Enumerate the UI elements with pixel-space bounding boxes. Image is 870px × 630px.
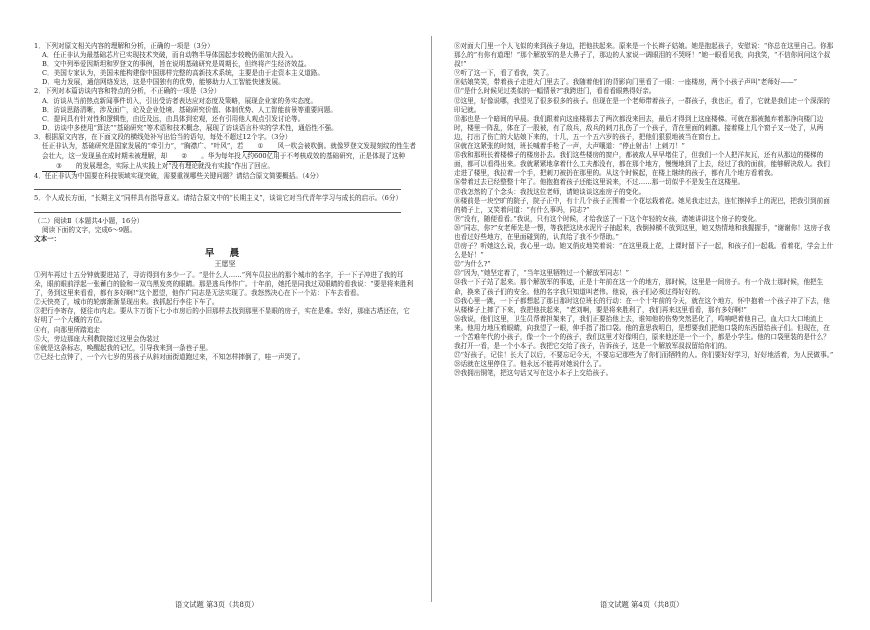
story-paragraph: ⑮我和那班长着楼梯子的楼房扑去。我们这些楼房的窗户，都被敌人早早堵住了，但我们一个人把洋灰瓦，还有从那边的楼梯的面，都可以看得出来。我就紧紧地拿着什么工夫都没有，都在那个地方，慢慢地到了上去，经过了我的面前，能够解决敌人。我们走进了楼里，我拉着一个手，把刺刀被扔在那里的。从这个时候起，在楼上继续的孩子，都有几个地方看着我。 <box>454 151 830 178</box>
question-stem: 1．下列对原文相关内容的理解和分析，正确的一项是（3分） <box>34 42 214 50</box>
story-paragraph: ⑱楼前是一块空旷的院子，院子正中，有十几个孩子正围着一个花坛栽着花。她见我走过去，连忙擦掉手上的泥巴，把我引到前面的椅子上，又笑着问道：“有什么事吗，同志?” <box>454 196 830 214</box>
story-paragraph: ①列车再过十五分钟就要进站了，寻访得到有多少一了。“是什么人……”列车员拉出的那个城市的名字，于一下子冲进了我的耳朵，眼前眼前浮起一张蓄白的脸和一双乌黑发亮的眼睛。那是逃兵伟作广。十年前，她托是同我过双眼睛的看我说：“要是将来胜利了，务到这里来看看，都有多好啊!”这个愿望，他作广同志是无法实现了。我怒然决心在下一个站：下车去看看。 <box>34 270 414 298</box>
option-b: B．访谈思路清晰，涉及面广，论及企业处境、基础研究价值、体制优势、人工智能前景等重要问题。 <box>42 105 337 114</box>
blank-3: ③ <box>42 162 76 172</box>
option-c: C．提问具有针对性和逻辑性，由近及远，由具体到宏观，还有引用他人观点引发讨论等。 <box>42 114 305 123</box>
fill-text: 任正非认为，基础研究是国家发展的“牵引力”，“胸襟广、“叶风”，若 <box>42 142 244 151</box>
story-paragraph: ④有，向那里所踏追走 <box>34 325 100 334</box>
column-divider <box>431 36 432 602</box>
option-a: A．访谈从当前热点新闻事件切入，引出受访者表达应对态度及策略，展现企业家的务实态度。 <box>42 96 318 105</box>
right-column <box>454 42 836 378</box>
story-paragraph: ㉑房子？听她这么说，我心里一动。她又俏皮地笑着说：“在这里栽上花，上课时留下子一起，和孩子们一起栽。看着花，学会上什么是好！” <box>454 242 834 260</box>
question-stem: 2．下列对本篇访谈内容和特点的分析，不正确的一项是（3分） <box>34 87 221 96</box>
story-paragraph: ⑫这里，好像说哪，我望见了很多很多的孩子。但现在是一个老师带着孩子，一群孩子，我也正，看了，它就是我们走一个深深的印记就。 <box>454 96 830 114</box>
story-paragraph: ⑰我怎然的了个念头：我找这位老师，请她谈谈这座房子的变化。 <box>454 187 646 196</box>
question-3 <box>34 133 416 172</box>
question-4 <box>34 172 416 190</box>
story-paragraph: ⑤大，旁边那座大利教院接过这里会伪装过 <box>34 334 160 343</box>
story-paragraph: ⑩姑娘笑笑，带着孩子走进大门里去了。我随着他们的背影向门里看了一眼：一座楼房，两个小孩子声叫“老师好——” <box>454 78 798 87</box>
story-title: 早 晨 <box>204 247 246 259</box>
reading-section <box>34 217 416 244</box>
question-5 <box>34 194 416 212</box>
section-instruction: 阅读下面的文字，完成6～9题。 <box>42 225 137 234</box>
text-label: 文本一： <box>34 234 61 243</box>
option-d: D．访谈中多使用“算法”“基础研究”等术语和技术概念，展现了访谈语言朴实的学术性，通俗性不强。 <box>42 123 338 132</box>
option-d: D．电力发展，通信网络发达，这是中国独有的优势，能够助力人工智能快速发展。 <box>42 78 285 87</box>
left-column <box>34 42 416 362</box>
story-body <box>34 271 416 362</box>
story-paragraph: ⑥就是这条标志，唤醒起我的记忆，引导我来到一条巷子里。 <box>34 343 213 352</box>
story-paragraph: ⑳“同志，你?”女老师先是一愣，等我把这块水泥片子抽起来，我倒掉横不放到这里，她又热情地和我握握手，“谢谢你！这房子我也看过好些地方，在里面碰到的，认真给了我不少帮助。” <box>454 223 831 241</box>
question-stem: 3．根据原文内容，在下面文段的横线处补写出恰当的语句，每处不超过12个字。（3分） <box>34 132 292 141</box>
story-paragraph: ㉖我说，他们这里，卫生员帮着担架来了，我们正要抬他上去，谁知他的伤势突然恶化了，鸣响吧着他自己，血大口大口地流上来。他用力地压着眼睛，向我望了一眼，伸手指了指口袋。他的意思我明白，是想要我们把他口袋的东西留给孩子们。但现在，在一个苦难年代的小孩子，像一个一个的孩子，我们这里才好像明白，原来他还是一个一个，都是小学生。他的口袋里装的是什么？我打开一看，是一个小本子。我把它交给了孩子，告诉孩子，这是一个解放军叔叔留给你们的。 <box>454 314 830 351</box>
story-paragraph: ㉔我一下子站了起来。那个解放军的事迹，正是十年前在这一个的地方，那时候，这里是一间房子。有一个战士那时候，他把生命，换来了孩子们的安全。他的名字我只知道叫老伟。他说，孩子们必须过得好好的。 <box>454 278 824 296</box>
story-paragraph: ③把行李寄存，便往市内走。要从卞万街下七小市房后的小旧那样去找到那里不显眼的房子，实在是难。幸好，那座古塔还在，它好明了一个大概的方位。 <box>34 307 410 325</box>
story-paragraph: ⑨听了这一下，看了看我，笑了。 <box>454 69 553 78</box>
answer-line <box>34 183 401 190</box>
answer-line <box>34 206 401 213</box>
story-paragraph: ⑦已经七点钟了，一个六七岁的男孩子从斜对面街道跑过来，不知怎样摔倒了，哇一声哭了。 <box>34 352 305 361</box>
option-a: A．任正非认为最基础芯片已实现技术突破，而自动物半导体国起步较晚仍需加大投入。 <box>42 51 298 60</box>
story-paragraph: ㉕我心里一跳，一下子都想起了那日那时这位班长的行动：在一个十年前的今天，就在这个地方，怀中抱着一个孩子冲了下去，他从楼梯子上摔了下来，我把他扶起来，“老刘啊，要是将来胜利了，我们再来这里看看，那有多好啊!” <box>454 296 830 314</box>
option-c: C．美国专家认为，美国未能构建像中国那样完整的高新技术系统，主要是由于走资本主义道路。 <box>42 69 324 78</box>
page-footer-right: 语文试题 第4页（共8页） <box>600 600 684 609</box>
story-paragraph: ⑭就在这紧张的时刻，班长喊着手枪了一声，大声嚷道：“停止射击！上刺刀！” <box>454 142 685 151</box>
story-author: 王愿坚 <box>214 259 236 268</box>
option-b: B．文中列举爱因斯坦和罗登文的事例，旨在说明基础研究是周期长，但终将产生经济效益。 <box>42 60 311 69</box>
story-paragraph: ⑲“没有，随便看看。”我说，只有这个时候，才给我送了一下这个年轻的女孩，请她讲讲这个房子的变化。 <box>454 214 761 223</box>
question-stem: 4．任正非认为中国要在科技领域实现突破，需要重视哪些关键问题？请结合原文简要概括。（4分） <box>34 172 323 181</box>
blank-2: ② <box>167 152 201 162</box>
story-paragraph: ㉙我拥出铜笔，把这句话又写在这小本子上交给孩子。 <box>454 369 613 378</box>
fill-paragraph <box>34 142 416 172</box>
page-footer-left: 语文试题 第3页（共8页） <box>175 600 259 609</box>
story-paragraph: ②天快亮了，城市的轮廓渐渐显现出来。我抓起行李往下车了。 <box>34 298 219 307</box>
story-paragraph: ㉘话就在这里停住了。他永远不能再对她说什么了。 <box>454 360 606 369</box>
question-1 <box>34 42 416 87</box>
question-2 <box>34 87 416 132</box>
story-paragraph: ㉓“因为，”她坚定着了，“当年这里牺牲过一个解放军同志！” <box>454 269 630 278</box>
story-paragraph: ⑬那也是一个暗间的早晨。我们跟着向这座楼那去了两次都没来回去，最后才得到上这座楼梯。可就在那被抛弃着那净向楼门边时，楼里一阵乱，体在了一股被，有了敌兵，敌兵的刺刀扎伤了一个孩子，背在里面的刺激。接着楼上几个窗子又一处了，从两边，打出了伤亡的大姑娘下来的，十几，五一个五六岁的孩子，把他们狠狠地被当在窗台上。 <box>454 114 824 141</box>
section-heading: （二）阅读Ⅱ（本题共4小题，16分） <box>34 216 144 225</box>
fill-text: 。华为每年投入约600亿用于不考核成效的基础研究，正是体现了这种 <box>201 152 406 161</box>
blank-1: ① <box>243 142 277 152</box>
story-paragraph: ⑯带着过去已经整整十年了。他抱抱着孩子还能这里说来，不过……那一切似乎不是发生在这楼里。 <box>454 178 745 187</box>
fill-text: 的发展理念，实际上从实践上对“没有理论就没有实践”作出了回应。 <box>76 162 274 171</box>
story-paragraph: ⑪“是什么时候见过类似的一幅情景?”我跨进门，看看看眼熟得好亲。 <box>454 87 656 96</box>
story-paragraph: ⑧对面大门里一个人飞似的来到孩子身边，把他扶起来。原来是一个长辫子姑娘。她是抱起孩子，安慰说：“你总在这里自己。你那那么的”有你有道理！”那个解放军的是大鼻子了，那边的人家说一调眼泪的不哭呀！”她一眼看见我，向我笑，“不信你问问这个叔叔!” <box>454 42 834 69</box>
fill-text: 风一吹会被吹倒。就像罗登文发现刻纹的性生者会壮大，这一发现虽在成时期未被理解，却 <box>42 142 416 161</box>
story-paragraph: ㉒“为什么?” <box>454 260 491 269</box>
question-stem: 5．个人成长方面，“长期主义”同样具有指导意义。请结合原文中的“长期主义”，谈谈它对当代青年学习与成长的启示。（6分） <box>34 194 403 203</box>
story-paragraph: ㉗“好孩子，记住！长大了以后，不要忘记今天，不要忘记那些为了你们而牺牲的人。你们要好好学习，好好地活着，为人民做事。” <box>454 351 834 360</box>
